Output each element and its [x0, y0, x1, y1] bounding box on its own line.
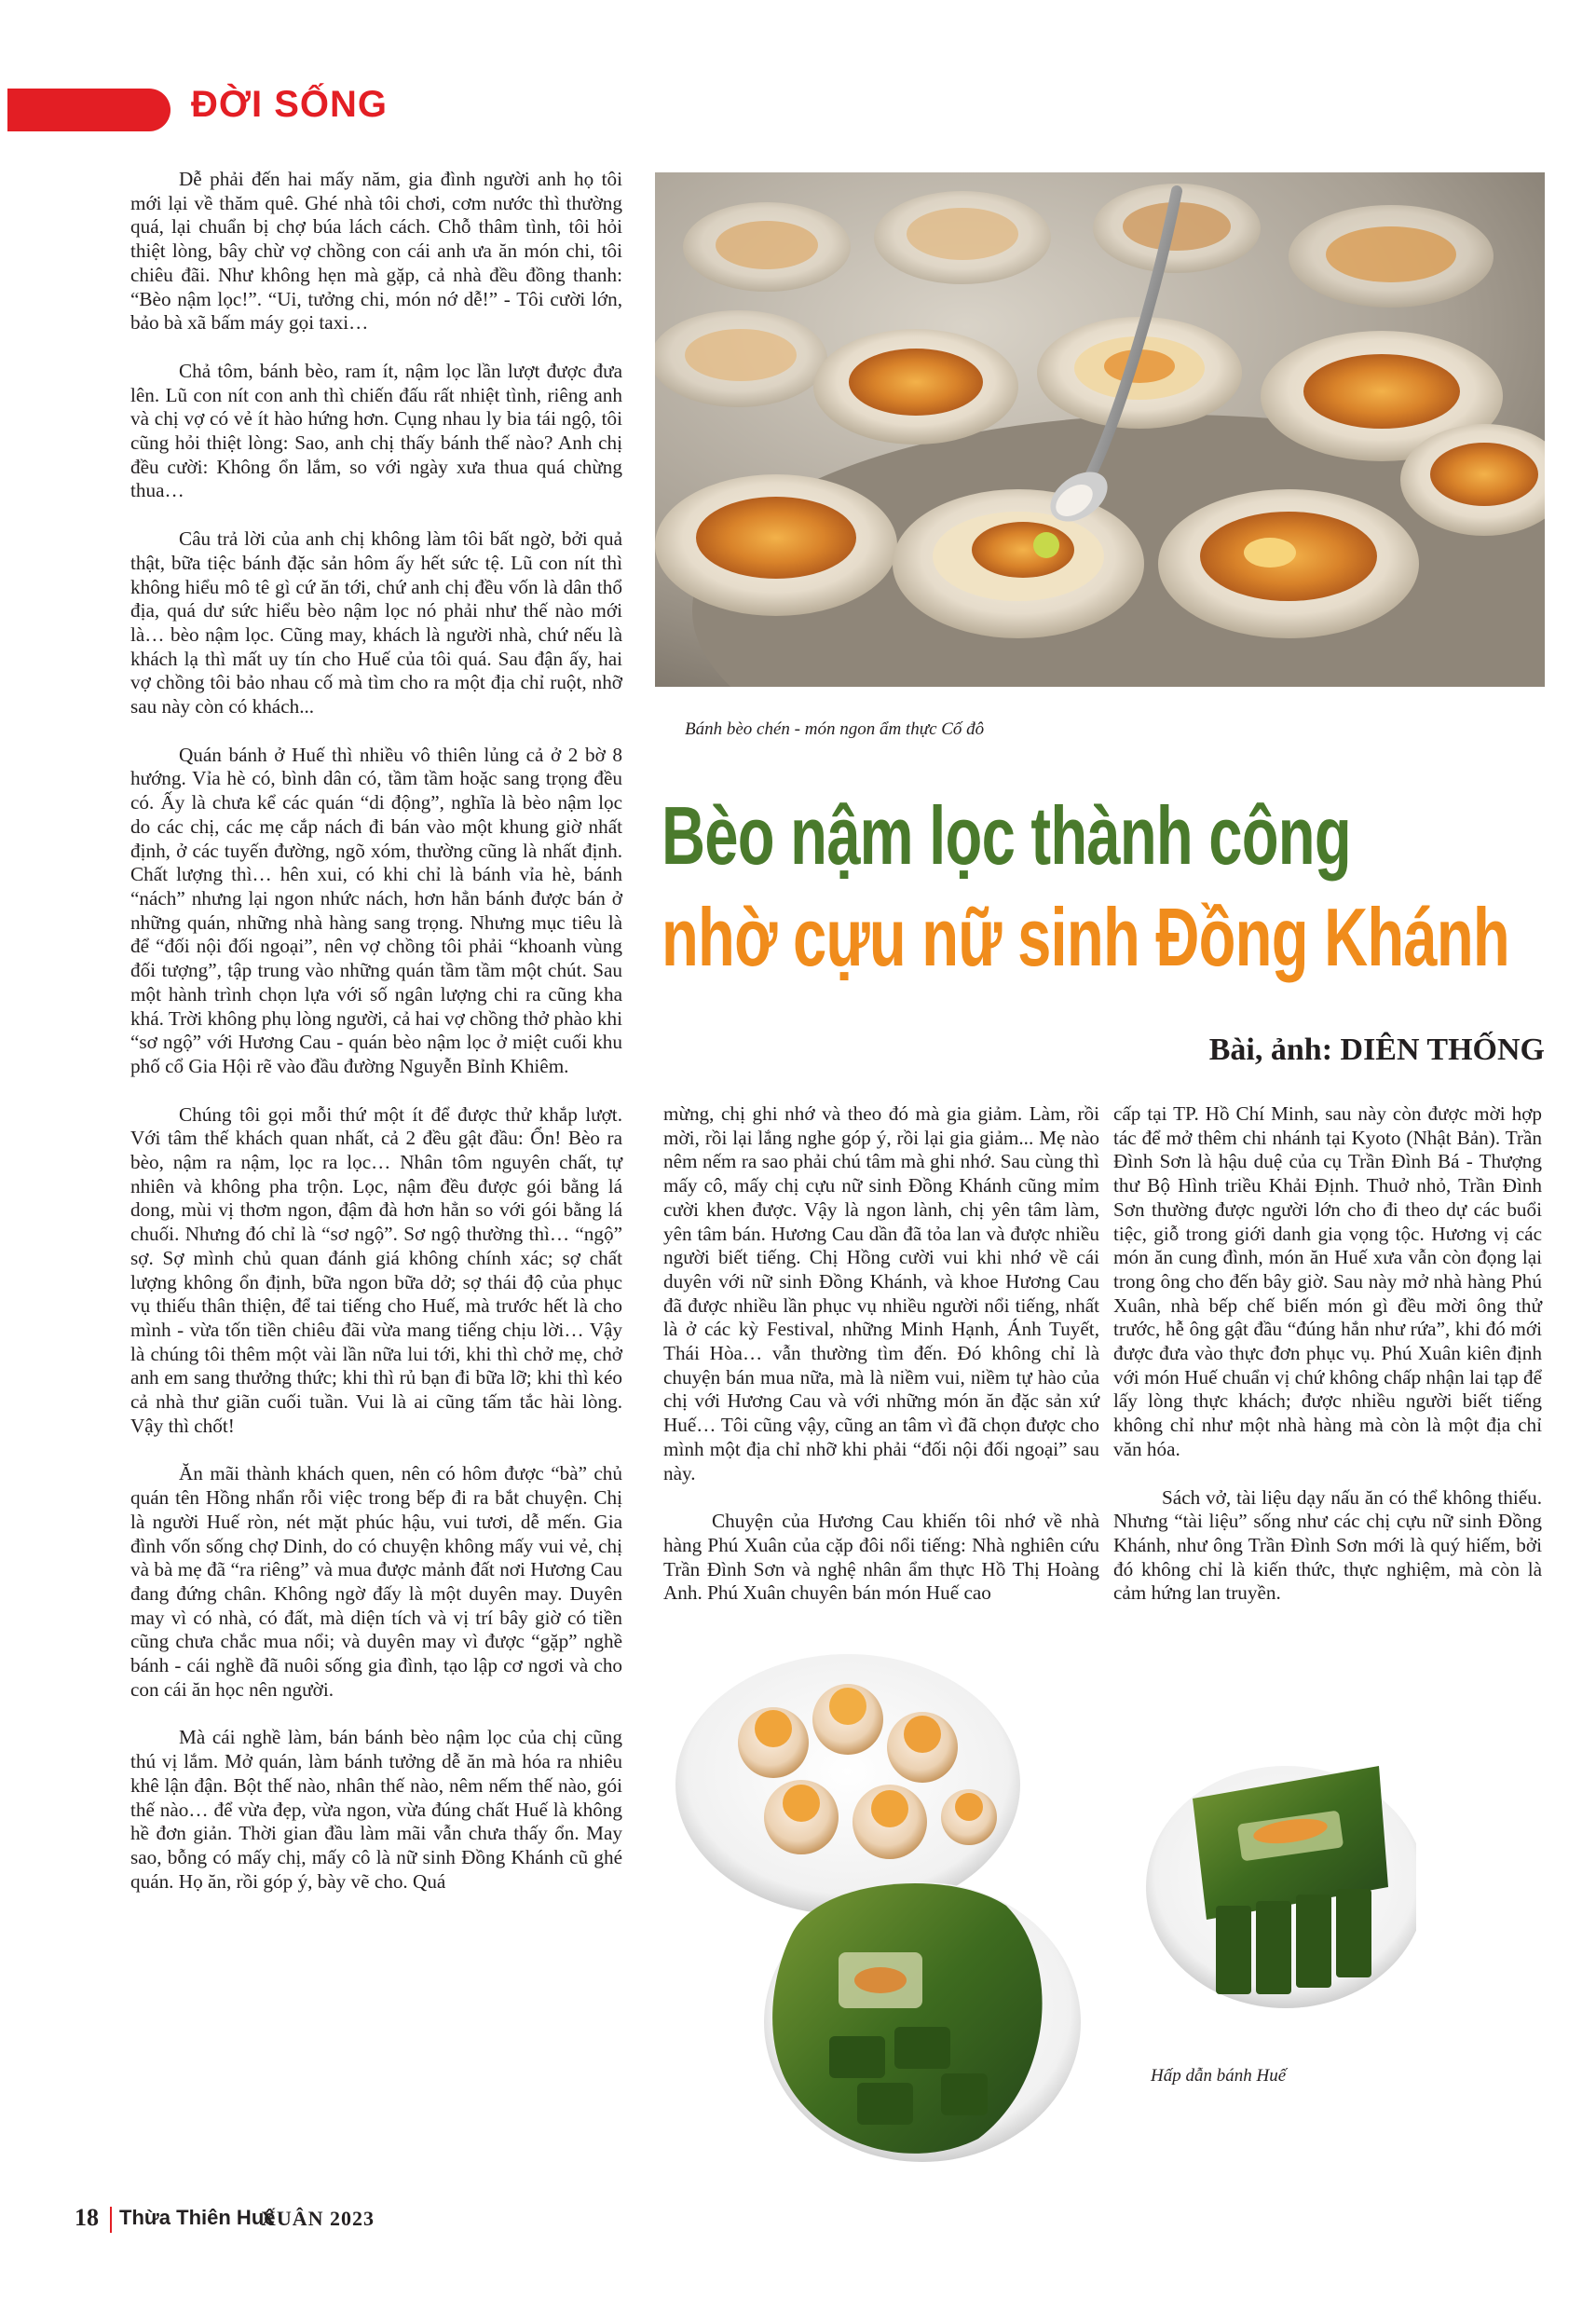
- headline-line-1: Bèo nậm lọc thành công: [662, 789, 1351, 882]
- photo-caption-top: Bánh bèo chén - món ngon ẩm thực Cố đô: [685, 719, 985, 739]
- banh-hue-photo: [671, 1654, 1416, 2181]
- paragraph: Ăn mãi thành khách quen, nên có hôm được “bà” chủ quán tên Hồng nhẩn rỗi việc trong bếp đi ra bắt chuyện. Chị là người Huế ròn, nét mặt phúc hậu, vui tươi, dễ mến. Gia đình vốn sống chợ Dinh, do có chuyện không mấy vui vẻ, chị và bà mẹ đã “ra riêng” và mua được mảnh đất nơi Hương Cau đang đứng chân. Không ngờ đấy là một duyên may. Duyên may vì có nhà, có đất, mà diện tích và vị trí bây giờ có tiền cũng chưa chắc mua nổi; và duyên may vì được “gặp” nghề bánh - cái nghề đã nuôi sống gia đình, tạo lập cơ ngơi và cho con cái ăn học nên người.: [130, 1462, 622, 1701]
- footer-divider: [110, 2207, 112, 2233]
- left-column: [130, 168, 622, 1894]
- paragraph: cấp tại TP. Hồ Chí Minh, sau này còn được mời hợp tác để mở thêm chi nhánh tại Kyoto (Nhật Bản). Trần Đình Sơn là hậu duệ của cụ Trần Đình Bá - Thượng thư Bộ Hình triều Khải Định. Thuở nhỏ, Trần Đình Sơn thường được người lớn cho đi theo dự các buổi tiệc, giỗ trong giới danh gia vọng tộc. Hương vị các món ăn cung đình, món ăn Huế xưa vẫn còn đọng lại trong ông cho đến bây giờ. Sau này mở nhà hàng Phú Xuân, nhà bếp chế biến món gì đều mời ông thử trước, hễ ông gật đầu “đúng hắn như rứa”, khi đó mới được đưa vào thực đơn phục vụ. Phú Xuân kiên định với món Huế chuẩn vị chứ không chấp nhận lai tạp để lấy lòng thực khách; được nhiều người biết tiếng không chỉ như một nhà hàng mà còn là một địa chỉ văn hóa.: [1113, 1102, 1542, 1460]
- paragraph: Chúng tôi gọi mỗi thứ một ít để được thử khắp lượt. Với tâm thế khách quan nhất, cả 2 đều gật đầu: Ổn! Bèo ra bèo, nậm ra nậm, lọc ra lọc… Nhân tôm nguyên chất, tự nhiên và không pha trộn. Lọc, nậm đều được gói bằng lá dong, mùi vị thơm ngon, đậm đà hơn hẳn so với gói bằng lá chuối. Nhưng đó chỉ là “sơ ngộ”. Sơ ngộ thường thì… “ngộ” sợ. Sợ mình chủ quan đánh giá không chính xác; sợ chất lượng không ổn định, bữa ngon bữa dở; sợ thái độ của phục vụ thiếu thân thiện, để tai tiếng cho Huế, mà trước hết là cho mình - vừa tốn tiền chiêu đãi vừa mang tiếng chịu lời… Vậy là chúng tôi thêm một vài lần nữa lui tới, khi thì chở mẹ, chở anh em sang thưởng thức; khi thì rủ bạn đi bữa lỡ; khi thì kéo cả nhà thư giãn cuối tuần. Vui là ai cũng tấm tắc hài lòng. Vậy thì chốt!: [130, 1102, 622, 1437]
- page-number: 18: [75, 2204, 99, 2231]
- paragraph: Dễ phải đến hai mấy năm, gia đình người anh họ tôi mới lại về thăm quê. Ghé nhà tôi chơi, cơm nước thì thường quá, lại chuẩn bị chợ búa lách cách. Chỗ thâm tình, tôi hỏi thiệt lòng, bây chừ vợ chồng con cái anh ưa ăn món chi, tôi chiêu đãi. Như không hẹn mà gặp, cả nhà đều đồng thanh: “Bèo nậm lọc!”. “Ui, tưởng chi, món nớ dễ!” - Tôi cười lớn, bảo bà xã bấm máy gọi taxi…: [130, 168, 622, 335]
- issue-label: XUÂN 2023: [261, 2207, 375, 2230]
- paragraph: Chuyện của Hương Cau khiến tôi nhớ về nhà hàng Phú Xuân của cặp đôi nổi tiếng: Nhà nghiên cứu Trần Đình Sơn và nghệ nhân ẩm thực Hồ Thị Hoàng Anh. Phú Xuân chuyên bán món Huế cao: [663, 1510, 1099, 1605]
- photo-caption-bottom: Hấp dẫn bánh Huế: [1151, 2066, 1287, 2086]
- right-column: [1113, 1102, 1542, 1606]
- magazine-name: Thừa Thiên Huế: [119, 2206, 276, 2229]
- paragraph: Mà cái nghề làm, bán bánh bèo nậm lọc của chị cũng thú vị lắm. Mở quán, làm bánh tưởng dễ ăn mà hóa ra nhiêu khê lận đận. Bột thế nào, nhân thế nào, nêm nếm thế nào, gói thế nào… để vừa đẹp, vừa ngon, vừa đúng chất Huế là không hề đơn giản. Thời gian đầu làm mãi vẫn chưa thấy ổn. May sao, bỗng có mấy chị, mấy cô là nữ sinh Đồng Khánh cũ ghé quán. Họ ăn, rồi góp ý, bày vẽ cho. Quá: [130, 1726, 622, 1893]
- paragraph: Câu trả lời của anh chị không làm tôi bất ngờ, bởi quả thật, bữa tiệc bánh đặc sản hôm ấy hết sức tệ. Lũ con nít thì không hiểu mô tê gì cứ ăn tới, chứ anh chị đều vốn là dân thổ địa, quá dư sức hiểu bèo nậm lọc nó phải như thế nào mới là… bèo nậm lọc. Cũng may, khách là người nhà, chứ nếu là khách lạ thì mất uy tín cho Huế của tôi quá. Sau đận ấy, hai vợ chồng tôi bảo nhau cố mà tìm cho ra một địa chỉ ruột, nhỡ sau này còn có khách...: [130, 527, 622, 718]
- section-color-bar: [7, 89, 171, 131]
- paragraph: Chả tôm, bánh bèo, ram ít, nậm lọc lần lượt được đưa lên. Lũ con nít con anh thì chiến đấu rất nhiệt tình, riêng anh và chị vợ có vẻ ít hào hứng hơn. Cụng nhau ly bia tái ngộ, tôi cũng hỏi thiệt lòng: Sao, anh chị thấy bánh thế nào? Anh chị đều cười: Không ổn lắm, so với ngày xưa thua quá chừng thua…: [130, 359, 622, 502]
- headline-line-2: nhờ cựu nữ sinh Đồng Khánh: [662, 891, 1509, 983]
- paragraph: mừng, chị ghi nhớ và theo đó mà gia giảm. Làm, rồi mời, rồi lại lắng nghe góp ý, rồi lại gia giảm... Mẹ nào nêm nếm ra sao phải chú tâm mà ghi nhớ. Sau cùng thì mấy cô, mấy chị cựu nữ sinh Đồng Khánh cũng mỉm cười khen được. Vậy là ngon lành, chị yên tâm làm, yên tâm bán. Hương Cau dần đã tỏa lan và được nhiều người biết tiếng. Chị Hồng cười vui khi nhớ về cái duyên với nữ sinh Đồng Khánh, và khoe Hương Cau đã được nhiều lần phục vụ nhiều người nổi tiếng, nhất là ở các kỳ Festival, những Minh Hạnh, Ánh Tuyết, Thái Hòa… vẫn thường tìm đến. Đó không chỉ là chuyện bán mua nữa, mà là niềm vui, niềm tự hào của chị với Hương Cau và với những món ăn đặc sản xứ Huế… Tôi cũng vậy, cũng an tâm vì đã chọn được cho mình một địa chỉ nhỡ khi phải “đối nội đối ngoại” sau này.: [663, 1102, 1099, 1484]
- banh-beo-photo: [655, 172, 1545, 687]
- middle-column: [663, 1102, 1099, 1606]
- section-title: ĐỜI SỐNG: [191, 84, 389, 125]
- paragraph: Sách vở, tài liệu dạy nấu ăn có thể không thiếu. Nhưng “tài liệu” sống như các chị cựu nữ sinh Đồng Khánh, như ông Trần Đình Sơn mới là quý hiếm, bởi đó không chỉ là kiến thức, thực nghiệm, mà còn là cảm hứng lan truyền.: [1113, 1485, 1542, 1605]
- paragraph: Quán bánh ở Huế thì nhiều vô thiên lủng cả ở 2 bờ 8 hướng. Vỉa hè có, bình dân có, tầm tầm hoặc sang trọng đều có. Ấy là chưa kể các quán “di động”, nghĩa là bèo nậm lọc do các chị, các mẹ cắp nách đi bán vào một khung giờ nhất định, ở các tuyến đường, ngõ xóm, thường cũng là nhất định. Chất lượng thì… hên xui, có khi chỉ là bánh vỉa hè, bánh “nách” nhưng lại ngon nhức nách, hơn hẳn bánh được bán ở những quán, những nhà hàng sang trọng. Nhưng mục tiêu là để “đối nội đối ngoại”, nên vợ chồng tôi phải “khoanh vùng đối tượng”, tập trung vào những quán tầm tầm một chút. Sau một hành trình chọn lựa với số ngân lượng chi ra cũng kha khá. Trời không phụ lòng người, cả hai vợ chồng thở phào khi “sơ ngộ” với Hương Cau - quán bèo nậm lọc ở miệt cuối khu phố cổ Gia Hội rẽ vào đầu đường Nguyễn Bỉnh Khiêm.: [130, 743, 622, 1077]
- byline: Bài, ảnh: DIÊN THỐNG: [1208, 1033, 1545, 1067]
